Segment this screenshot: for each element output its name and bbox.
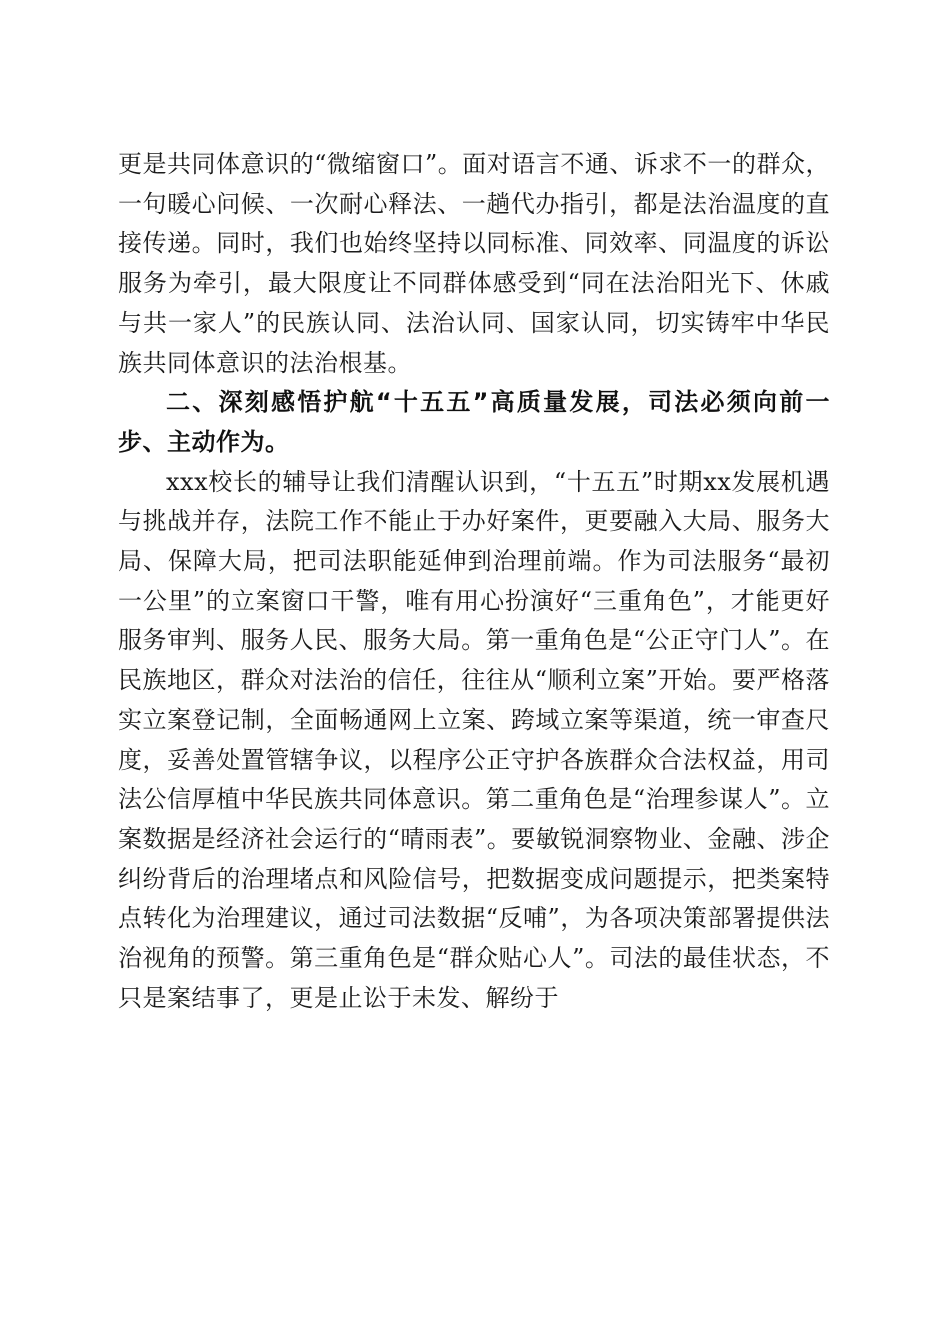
section-heading-2: 二、深刻感悟护航“十五五”高质量发展，司法必须向前一步、主动作为。 <box>118 388 830 456</box>
body-paragraph-2: xxx校长的辅导让我们清醒认识到，“十五五”时期xx发展机遇与挑战并存，法院工作不能止于办好案件，更要融入大局、服务大局、保障大局，把司法职能延伸到治理前端。作为司法服务“最初一公里”的立案窗口干警，唯有用心扮演好“三重角色”，才能更好服务审判、服务人民、服务大局。第一重角色是“公正守门人”。在民族地区，群众对法治的信任，往往从“顺利立案”开始。要严格落实立案登记制，全面畅通网上立案、跨域立案等渠道，统一审查尺度，妥善处置管辖争议，以程序公正守护各族群众合法权益，用司法公信厚植中华民族共同体意识。第二重角色是“治理参谋人”。立案数据是经济社会运行的“晴雨表”。要敏锐洞察物业、金融、涉企纠纷背后的治理堵点和风险信号，把数据变成问题提示，把类案特点转化为治理建议，通过司法数据“反哺”，为各项决策部署提供法治视角的预警。第三重角色是“群众贴心人”。司法的最佳状态，不只是案结事了，更是止讼于未发、解纷于 <box>118 467 830 1012</box>
body-paragraph-1: 更是共同体意识的“微缩窗口”。面对语言不通、诉求不一的群众，一句暖心问候、一次耐心释法、一趟代办指引，都是法治温度的直接传递。同时，我们也始终坚持以同标准、同效率、同温度的诉讼服务为牵引，最大限度让不同群体感受到“同在法治阳光下、休戚与共一家人”的民族认同、法治认同、国家认同，切实铸牢中华民族共同体意识的法治根基。 <box>118 150 830 377</box>
document-body <box>118 145 830 1018</box>
